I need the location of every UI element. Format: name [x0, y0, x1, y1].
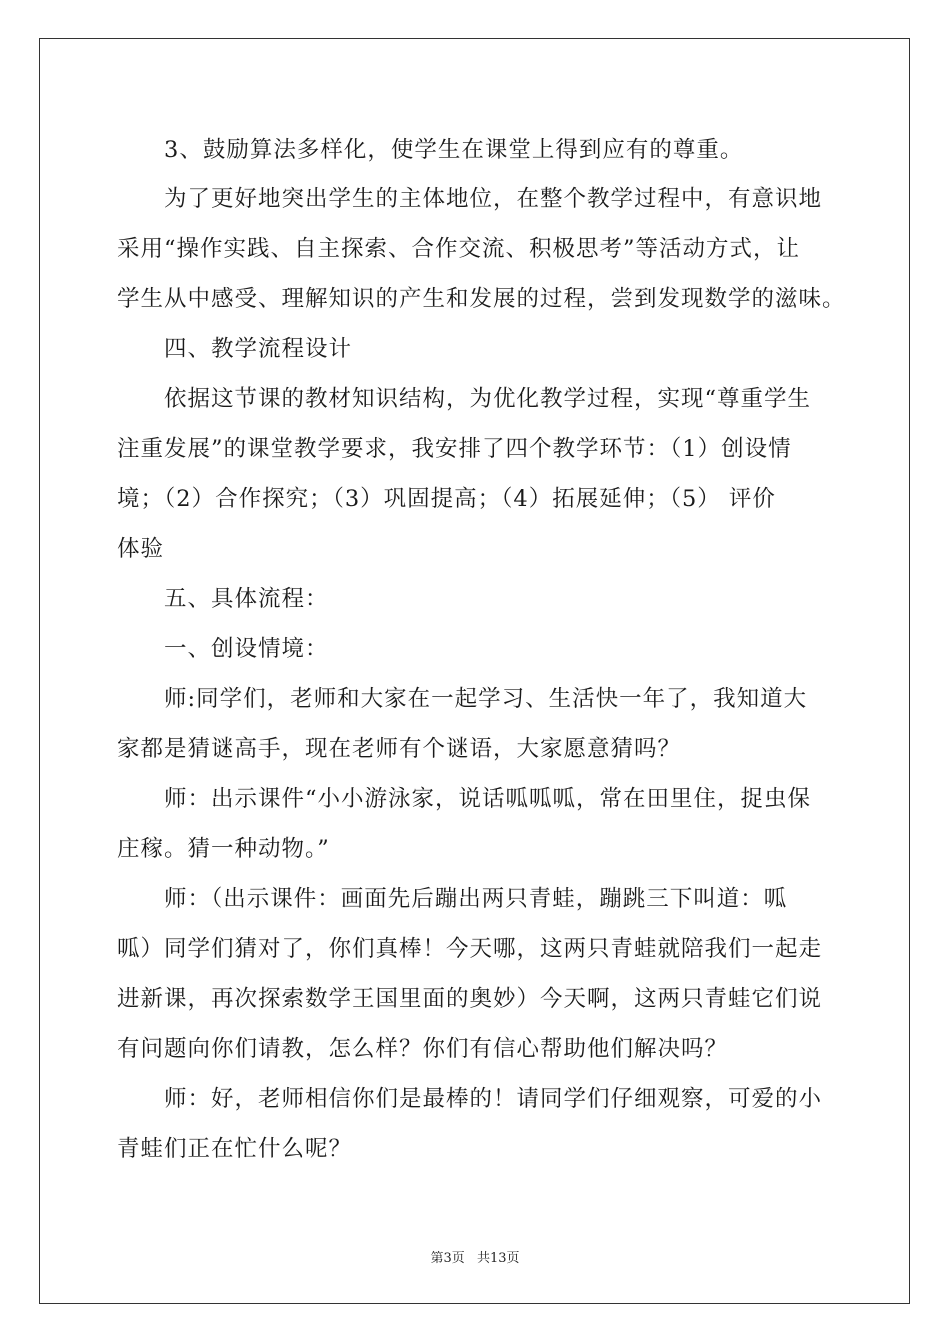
text-line: 师：（出示课件：画面先后蹦出两只青蛙，蹦跳三下叫道：呱 [117, 886, 788, 912]
text-line: 进新课，再次探索数学王国里面的奥妙）今天啊，这两只青蛙它们说 [117, 986, 823, 1012]
text-line: 为了更好地突出学生的主体地位，在整个教学过程中，有意识地 [117, 186, 823, 212]
text-line: 学生从中感受、理解知识的产生和发展的过程，尝到发现数学的滋味。 [117, 286, 846, 312]
page-border [39, 38, 910, 1304]
text-line: 依据这节课的教材知识结构，为优化教学过程，实现“尊重学生 [117, 386, 812, 412]
text-line: 采用“操作实践、自主探索、合作交流、积极思考”等活动方式，让 [117, 236, 801, 262]
text-line: 有问题向你们请教，怎么样？你们有信心帮助他们解决吗？ [117, 1036, 729, 1062]
text-line: 体验 [117, 536, 165, 562]
text-line: 注重发展”的课堂教学要求，我安排了四个教学环节：（1）创设情 [117, 436, 792, 462]
text-line: 青蛙们正在忙什么呢？ [117, 1136, 353, 1162]
text-line: 师：好，老师相信你们是最棒的！请同学们仔细观察，可爱的小 [117, 1086, 823, 1112]
text-line: 庄稼。猜一种动物。” [117, 836, 330, 862]
text-line: 境；（2）合作探究；（3）巩固提高；（4）拓展延伸；（5） 评价 [117, 486, 776, 512]
section-heading: 四、教学流程设计 [117, 336, 353, 362]
page-number: 第3页 [430, 1251, 465, 1266]
section-heading: 五、具体流程： [117, 586, 329, 612]
text-line: 家都是猜谜高手，现在老师有个谜语，大家愿意猜吗？ [117, 736, 682, 762]
text-line: 呱）同学们猜对了，你们真棒！今天哪，这两只青蛙就陪我们一起走 [117, 936, 823, 962]
page-footer [0, 1247, 950, 1266]
text-line: 3、鼓励算法多样化，使学生在课堂上得到应有的尊重。 [117, 137, 744, 163]
text-line: 师:同学们，老师和大家在一起学习、生活快一年了，我知道大 [117, 686, 808, 712]
page-total: 共13页 [476, 1251, 520, 1266]
text-line: 师：出示课件“小小游泳家，说话呱呱呱，常在田里住，捉虫保 [117, 786, 812, 812]
section-heading: 一、创设情境： [117, 636, 329, 662]
